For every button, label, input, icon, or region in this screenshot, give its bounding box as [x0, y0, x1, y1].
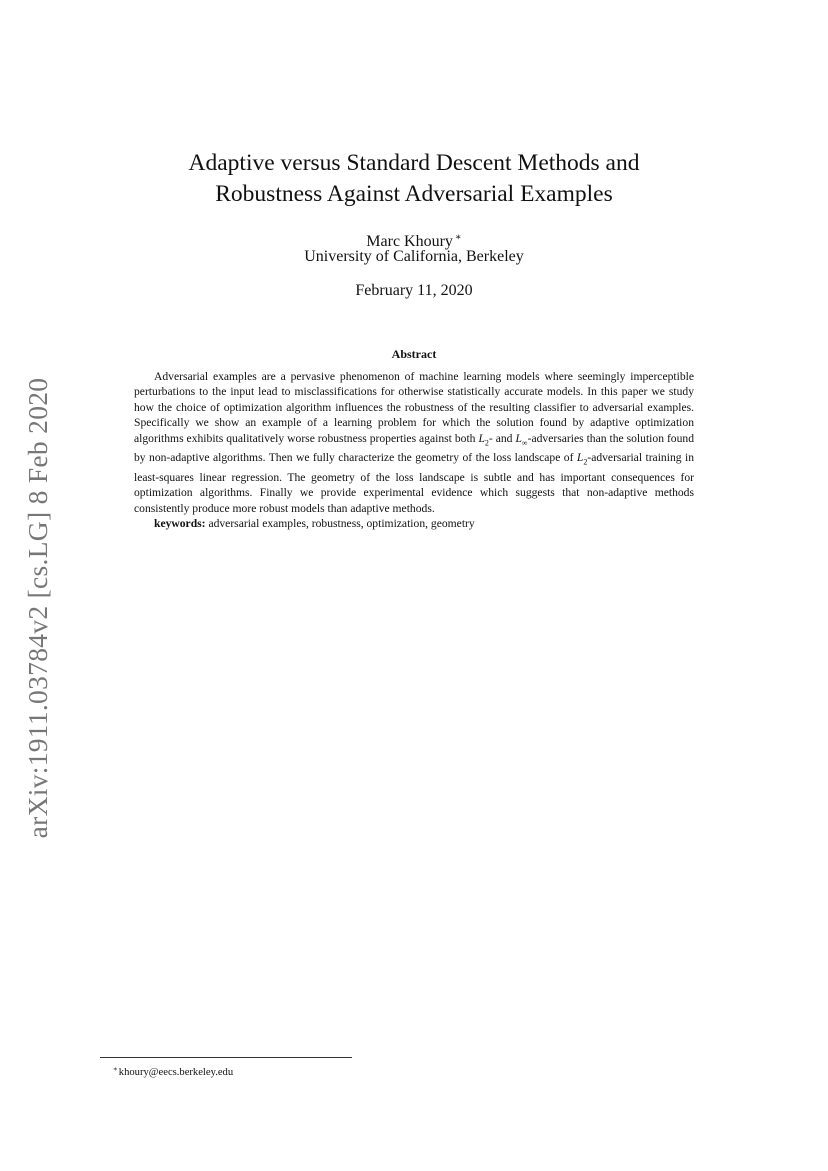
keywords-list: adversarial examples, robustness, optimization, geometry: [208, 517, 475, 531]
abstract-paragraph: [134, 369, 694, 516]
footnote-divider: [100, 1057, 352, 1058]
author-affiliation: University of California, Berkeley: [304, 248, 524, 265]
title-line-1: Adaptive versus Standard Descent Methods and: [188, 150, 640, 176]
math-symbol: L: [576, 451, 584, 465]
paper-title: [100, 148, 728, 210]
abstract-text: Adversarial examples are a pervasive phenomenon of machine learning models where seemingly imperceptible perturbations to the input lead to misclassifications for otherwise statistically accurate models. In this paper we study how the choice of optimization algorithm influences the robustness of the resulting classifier to adversarial examples. Specifically we show an example of a learning problem for which the solution found by adaptive optimization algorithms exhibits qualitatively worse robustness properties against both: [134, 370, 694, 445]
author-footnote-marker: ∗: [454, 232, 462, 243]
abstract-body: [134, 369, 694, 532]
arxiv-sidebar: [18, 370, 58, 845]
paper-date: February 11, 2020: [355, 282, 473, 299]
abstract-text: -adversarial training in least-squares linear regression. The geometry of the loss landscape is subtle and has important consequences for optimization algorithms. Finally we provide experimental evidence which suggests that non-adaptive methods consistently produce more robust models than adaptive methods.: [134, 451, 694, 515]
author-name: Marc Khoury: [366, 233, 453, 250]
math-symbol: L: [515, 431, 522, 445]
math-subscript: 2: [484, 437, 489, 447]
abstract-heading: Abstract: [391, 347, 437, 361]
arxiv-identifier: arXiv:1911.03784v2 [cs.LG] 8 Feb 2020: [22, 377, 53, 838]
keywords-line: [134, 516, 694, 531]
math-l2: [576, 451, 588, 467]
keywords-label: keywords:: [154, 517, 206, 531]
footnote-marker: ∗: [113, 1065, 118, 1073]
abstract-text: -adversaries than the solution found by non-adaptive algorithms. Then we fully characterize the geometry of the loss landscape of: [134, 431, 694, 465]
math-subscript: ∞: [521, 437, 528, 447]
title-line-2: Robustness Against Adversarial Examples: [215, 181, 613, 207]
footnote: [113, 1062, 233, 1080]
math-linf: [515, 432, 527, 445]
footnote-email: khoury@eecs.berkeley.edu: [118, 1067, 234, 1078]
math-symbol: L: [478, 431, 485, 445]
math-l2: [478, 432, 488, 445]
abstract-text: - and: [488, 431, 516, 445]
math-subscript: 2: [583, 457, 588, 467]
